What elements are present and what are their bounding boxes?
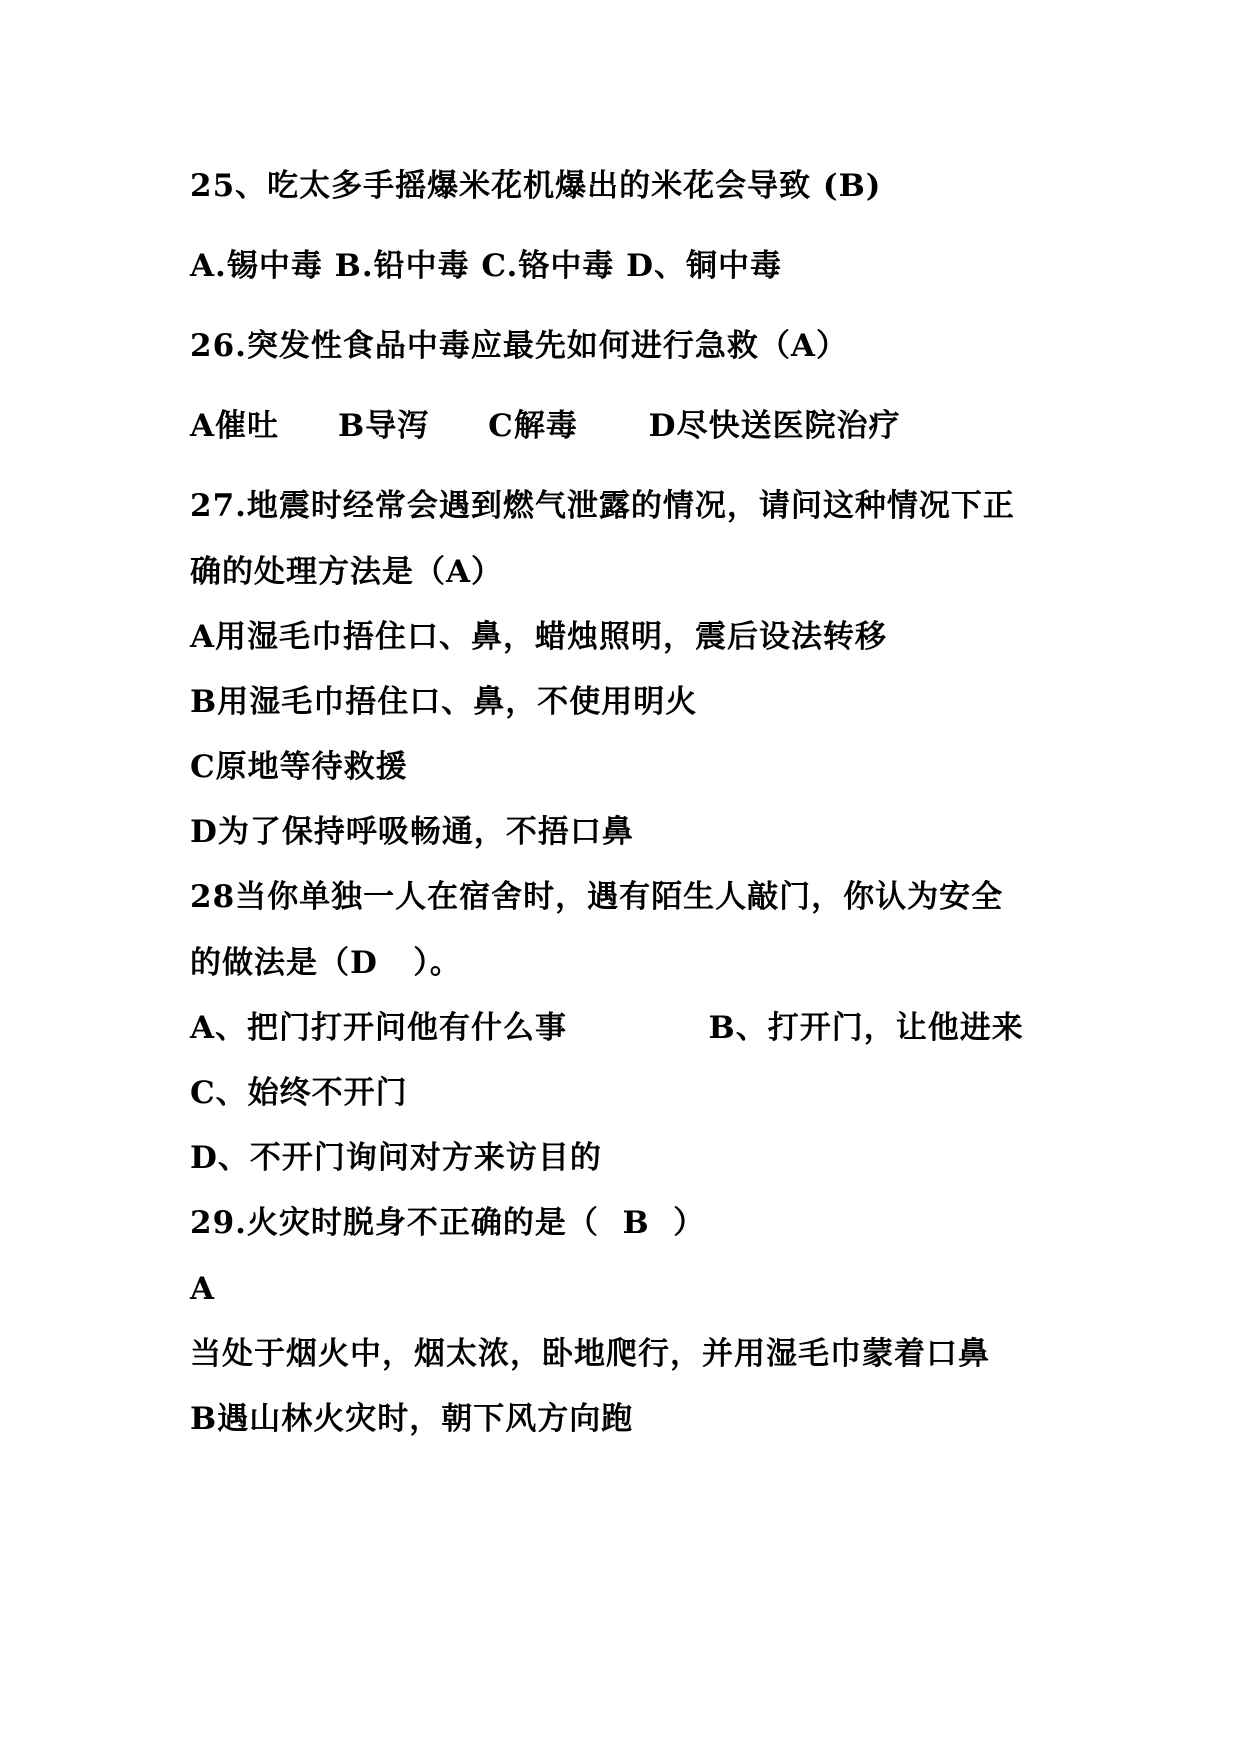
question-29-option-a-label: A: [190, 1271, 216, 1307]
question-29-option-a-text: 当处于烟火中，烟太浓，卧地爬行，并用湿毛巾蒙着口鼻: [190, 1336, 990, 1372]
question-27-line-2: 确的处理方法是（A）: [190, 554, 504, 590]
question-28-option-c: C、始终不开门: [190, 1075, 408, 1111]
question-25: 25、吃太多手摇爆米花机爆出的米花会导致 (B): [190, 168, 882, 204]
question-25-options: A.锡中毒 B.铅中毒 C.铬中毒 D、铜中毒: [190, 248, 783, 284]
question-28-option-d: D、不开门询问对方来访目的: [190, 1140, 602, 1176]
question-27-option-a: A用湿毛巾捂住口、鼻，蜡烛照明，震后设法转移: [190, 619, 888, 655]
question-27-option-d: D为了保持呼吸畅通，不捂口鼻: [190, 814, 634, 850]
question-28-line-1: 28当你单独一人在宿舍时，遇有陌生人敲门，你认为安全: [190, 879, 1004, 915]
question-29-option-b: B遇山林火灾时，朝下风方向跑: [190, 1401, 634, 1437]
question-29: 29.火灾时脱身不正确的是（ B ）: [190, 1205, 706, 1241]
question-28-options-ab: A、把门打开问他有什么事 B、打开门，让他进来: [190, 1010, 1024, 1046]
question-27-line-1: 27.地震时经常会遇到燃气泄露的情况，请问这种情况下正: [190, 488, 1015, 524]
question-26: 26.突发性食品中毒应最先如何进行急救（A）: [190, 328, 848, 364]
question-27-option-c: C原地等待救援: [190, 749, 408, 785]
question-28-line-2: 的做法是（D ）。: [190, 945, 462, 981]
question-26-options: A催吐 B导泻 C解毒 D尽快送医院治疗: [190, 408, 901, 444]
question-27-option-b: B用湿毛巾捂住口、鼻，不使用明火: [190, 684, 698, 720]
